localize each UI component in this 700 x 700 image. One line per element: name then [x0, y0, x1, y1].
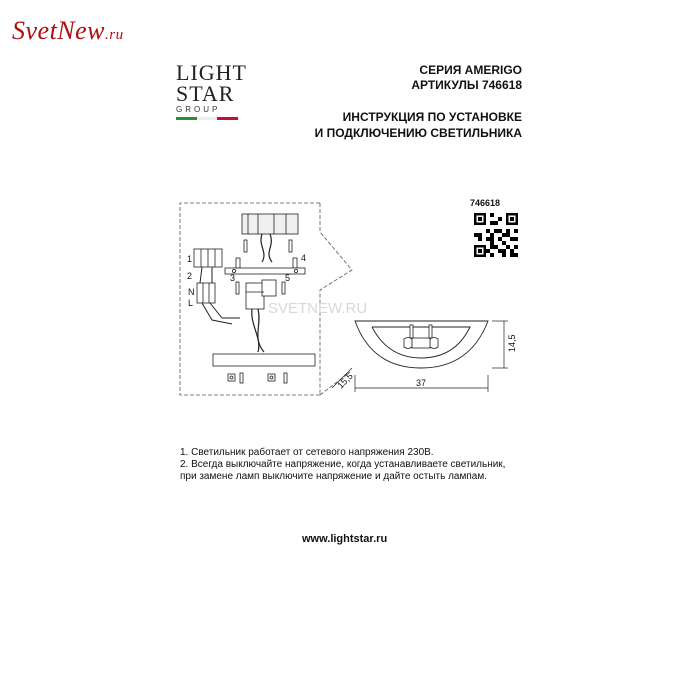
- website-url: www.lightstar.ru: [302, 533, 388, 545]
- note-2-continued: при замене ламп выключите напряжение и дайте остыть лампам.: [180, 471, 487, 482]
- decorative-caps: [228, 373, 287, 383]
- product-code-label: 746618: [470, 198, 501, 208]
- step-5-label: 5: [285, 273, 291, 283]
- screws-and-anchors: [236, 240, 297, 268]
- step-4-label: 4: [301, 253, 307, 263]
- glass-shade-side-view: [213, 354, 315, 366]
- overlay-watermark: SVETNEW.RU: [268, 300, 368, 317]
- note-1: 1. Светильник работает от сетевого напряжения 230В.: [180, 447, 434, 458]
- watermark-brand: SvetNew: [12, 16, 106, 45]
- series-name: СЕРИЯ AMERIGO: [419, 63, 522, 77]
- logo-line-light: LIGHT: [176, 60, 247, 85]
- mounting-block: [242, 214, 298, 234]
- logo-line-star: STAR: [176, 81, 235, 106]
- terminal-block: [194, 249, 222, 303]
- supply-wires: [261, 234, 272, 262]
- dimension-depth: 15,5: [335, 370, 355, 391]
- note-2: 2. Всегда выключайте напряжение, когда устанавливаете светильник,: [180, 459, 506, 470]
- logo-line-group: GROUP: [176, 105, 221, 114]
- dimension-width: 37: [416, 378, 427, 388]
- label-neutral: N: [188, 287, 195, 297]
- watermark-suffix: .ru: [105, 27, 124, 43]
- luminaire-lamps: [404, 325, 438, 349]
- heading-line-1: ИНСТРУКЦИЯ ПО УСТАНОВКЕ: [342, 110, 522, 124]
- article-numbers: АРТИКУЛЫ 746618: [411, 78, 522, 92]
- heading-line-2: И ПОДКЛЮЧЕНИЮ СВЕТИЛЬНИКА: [314, 126, 522, 140]
- step-1-label: 1: [187, 254, 193, 264]
- label-live: L: [188, 298, 194, 308]
- safety-notes: [180, 447, 505, 483]
- lamp-cables: [252, 309, 264, 352]
- mounting-plate: [225, 268, 305, 274]
- dimension-height: 14,5: [507, 334, 517, 352]
- step-3-label: 3: [230, 273, 236, 283]
- step-2-label: 2: [187, 271, 193, 281]
